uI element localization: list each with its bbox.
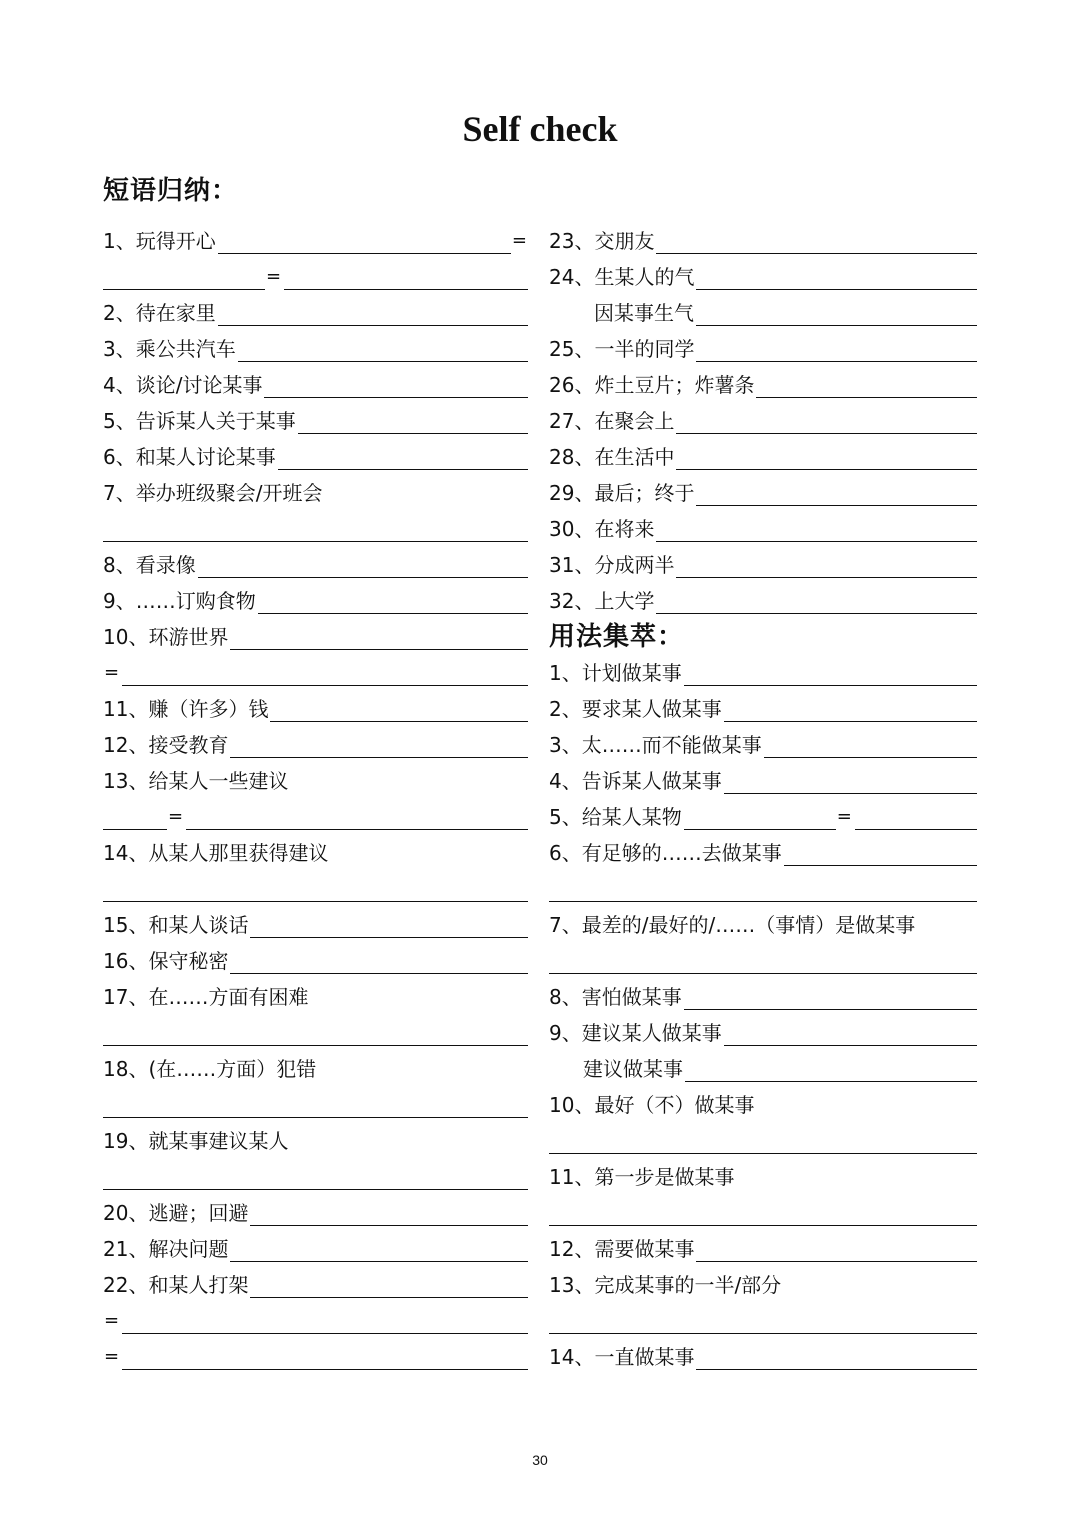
answer-blank[interactable] [103,263,265,290]
phrase-row [103,398,528,434]
phrase-label: 1、玩得开心 [103,229,216,253]
answer-blank[interactable] [122,1343,528,1370]
usage-label: 4、告诉某人做某事 [549,769,722,793]
phrase-label: 10、环游世界 [103,625,229,649]
answer-blank[interactable] [250,1199,528,1226]
phrase-row [103,578,528,614]
section-heading-usage: 用法集萃： [549,622,685,652]
phrase-label: 16、保守秘密 [103,949,229,973]
answer-blank[interactable] [684,803,836,830]
phrase-row [103,1154,528,1190]
phrase-row [103,614,528,650]
answer-blank[interactable] [278,443,528,470]
answer-blank[interactable] [230,623,528,650]
phrase-row [103,506,528,542]
phrase-label: 23、交朋友 [549,229,655,253]
answer-blank[interactable] [218,299,528,326]
usage-row [549,1298,977,1334]
phrase-label: 2、待在家里 [103,301,216,325]
phrase-label: 30、在将来 [549,517,655,541]
answer-blank[interactable] [724,767,977,794]
section-heading-phrases: 短语归纳： [103,176,239,206]
phrase-row [103,1082,528,1118]
answer-blank[interactable] [103,803,167,830]
phrase-row [103,326,528,362]
phrase-row [103,758,528,794]
phrase-row [103,470,528,506]
usage-row [549,1154,977,1190]
phrase-label: 31、分成两半 [549,553,675,577]
phrase-row [103,902,528,938]
answer-blank[interactable] [298,407,528,434]
phrase-row [549,398,977,434]
usage-label: 10、最好（不）做某事 [549,1093,755,1117]
usage-label: 8、害怕做某事 [549,985,682,1009]
phrase-row [103,650,528,686]
usage-row [549,758,977,794]
phrase-label: 11、赚（许多）钱 [103,697,269,721]
phrase-row [103,1262,528,1298]
usage-label: 7、最差的/最好的/……（事情）是做某事 [549,913,916,937]
answer-blank[interactable] [676,551,977,578]
answer-blank[interactable] [250,911,528,938]
answer-blank[interactable] [696,263,977,290]
phrase-label: 20、逃避；回避 [103,1201,249,1225]
answer-blank[interactable] [549,1307,977,1334]
phrase-label: 25、一半的同学 [549,337,695,361]
phrase-row [103,434,528,470]
answer-blank[interactable] [696,299,977,326]
phrase-row [549,218,977,254]
usage-row [549,938,977,974]
usage-label: 9、建议某人做某事 [549,1021,722,1045]
usage-row [549,1226,977,1262]
phrase-label: 14、从某人那里获得建议 [103,841,329,865]
phrase-row [549,470,977,506]
phrase-row [103,218,528,254]
phrase-row [103,866,528,902]
answer-blank[interactable] [656,587,977,614]
phrase-label: 26、炸土豆片；炸薯条 [549,373,755,397]
phrase-row [103,1334,528,1370]
usage-row [549,1010,977,1046]
usage-label: 11、第一步是做某事 [549,1165,735,1189]
equals-sign: = [104,1346,120,1367]
answer-blank[interactable] [186,803,528,830]
usage-row [549,1334,977,1370]
answer-blank[interactable] [103,1091,528,1118]
phrase-label: 27、在聚会上 [549,409,675,433]
usage-label: 6、有足够的……去做某事 [549,841,782,865]
usage-label: 3、太……而不能做某事 [549,733,762,757]
equals-sign: = [168,806,184,827]
answer-blank[interactable] [696,335,977,362]
usage-row [549,830,977,866]
answer-blank[interactable] [103,875,528,902]
equals-sign: = [104,1310,120,1331]
phrase-label: 9、……订购食物 [103,589,256,613]
phrase-label: 17、在……方面有困难 [103,985,309,1009]
equals-sign: = [836,806,852,827]
equals-sign: = [266,266,282,287]
answer-blank[interactable] [724,695,977,722]
phrase-row [103,1118,528,1154]
usage-label: 5、给某人某物 [549,805,682,829]
phrase-row [103,1190,528,1226]
answer-blank[interactable] [696,479,977,506]
phrase-row [549,290,977,326]
phrase-label: 12、接受教育 [103,733,229,757]
answer-blank[interactable] [258,587,528,614]
phrase-row [103,974,528,1010]
answer-blank[interactable] [696,1343,977,1370]
phrase-row [103,290,528,326]
phrase-label: 6、和某人讨论某事 [103,445,276,469]
phrase-row [103,794,528,830]
answer-blank[interactable] [270,695,528,722]
phrase-label: 13、给某人一些建议 [103,769,289,793]
phrase-label: 21、解决问题 [103,1237,229,1261]
answer-blank[interactable] [684,659,977,686]
phrase-row [103,686,528,722]
answer-blank[interactable] [218,227,511,254]
page-title: Self check [462,109,618,149]
phrase-label: 19、就某事建议某人 [103,1129,289,1153]
answer-blank[interactable] [685,1055,977,1082]
phrase-label: 29、最后；终于 [549,481,695,505]
phrase-row [103,1226,528,1262]
phrase-label: 5、告诉某人关于某事 [103,409,296,433]
usage-row [549,794,977,830]
phrase-row [103,542,528,578]
answer-blank[interactable] [549,1127,977,1154]
answer-blank[interactable] [198,551,528,578]
answer-blank[interactable] [103,1019,528,1046]
usage-row [549,1190,977,1226]
answer-blank[interactable] [250,1271,528,1298]
answer-blank[interactable] [784,839,977,866]
phrase-row [549,254,977,290]
answer-blank[interactable] [549,947,977,974]
usage-row [549,902,977,938]
usage-row [549,1046,977,1082]
phrase-row [103,1298,528,1334]
usage-label: 2、要求某人做某事 [549,697,722,721]
usage-row [549,974,977,1010]
phrase-label: 7、举办班级聚会/开班会 [103,481,323,505]
phrase-row [103,938,528,974]
phrase-row [103,362,528,398]
usage-label: 建议做某事 [583,1057,683,1081]
phrase-label: 32、上大学 [549,589,655,613]
phrase-label: 28、在生活中 [549,445,675,469]
phrase-row [103,830,528,866]
usage-row [549,1262,977,1298]
answer-blank[interactable] [549,875,977,902]
answer-blank[interactable] [238,335,528,362]
answer-blank[interactable] [764,731,977,758]
usage-row [549,1082,977,1118]
phrase-row [549,506,977,542]
equals-sign: = [104,662,120,683]
answer-blank[interactable] [264,371,528,398]
usage-row [549,686,977,722]
answer-blank[interactable] [230,1235,528,1262]
answer-blank[interactable] [676,443,977,470]
phrase-label: 4、谈论/讨论某事 [103,373,263,397]
phrase-row [549,326,977,362]
usage-row [549,866,977,902]
answer-blank[interactable] [549,1199,977,1226]
phrase-label: 22、和某人打架 [103,1273,249,1297]
page-number: 30 [532,1452,548,1468]
phrase-row [103,722,528,758]
usage-label: 14、一直做某事 [549,1345,695,1369]
usage-label: 13、完成某事的一半/部分 [549,1273,782,1297]
answer-blank[interactable] [103,1163,528,1190]
phrase-row [103,254,528,290]
usage-label: 1、计划做某事 [549,661,682,685]
answer-blank[interactable] [103,515,528,542]
answer-blank[interactable] [284,263,528,290]
phrase-label: 18、(在……方面）犯错 [103,1057,317,1081]
phrase-row [103,1010,528,1046]
answer-blank[interactable] [756,371,977,398]
answer-blank[interactable] [724,1019,977,1046]
equals-sign: = [511,230,527,251]
phrase-label: 3、乘公共汽车 [103,337,236,361]
answer-blank[interactable] [676,407,977,434]
usage-row [549,722,977,758]
phrase-row [549,362,977,398]
answer-blank[interactable] [656,227,977,254]
answer-blank[interactable] [696,1235,977,1262]
answer-blank[interactable] [122,659,528,686]
usage-row [549,1118,977,1154]
answer-blank[interactable] [230,947,528,974]
usage-row [549,650,977,686]
answer-blank[interactable] [122,1307,528,1334]
answer-blank[interactable] [656,515,977,542]
usage-label: 12、需要做某事 [549,1237,695,1261]
phrase-row [549,578,977,614]
phrase-row [549,542,977,578]
phrase-label: 8、看录像 [103,553,196,577]
answer-blank[interactable] [855,803,977,830]
phrase-row [103,1046,528,1082]
phrase-label: 15、和某人谈话 [103,913,249,937]
phrase-label: 因某事生气 [594,301,694,325]
phrase-label: 24、生某人的气 [549,265,695,289]
answer-blank[interactable] [230,731,528,758]
phrase-row [549,434,977,470]
answer-blank[interactable] [684,983,977,1010]
